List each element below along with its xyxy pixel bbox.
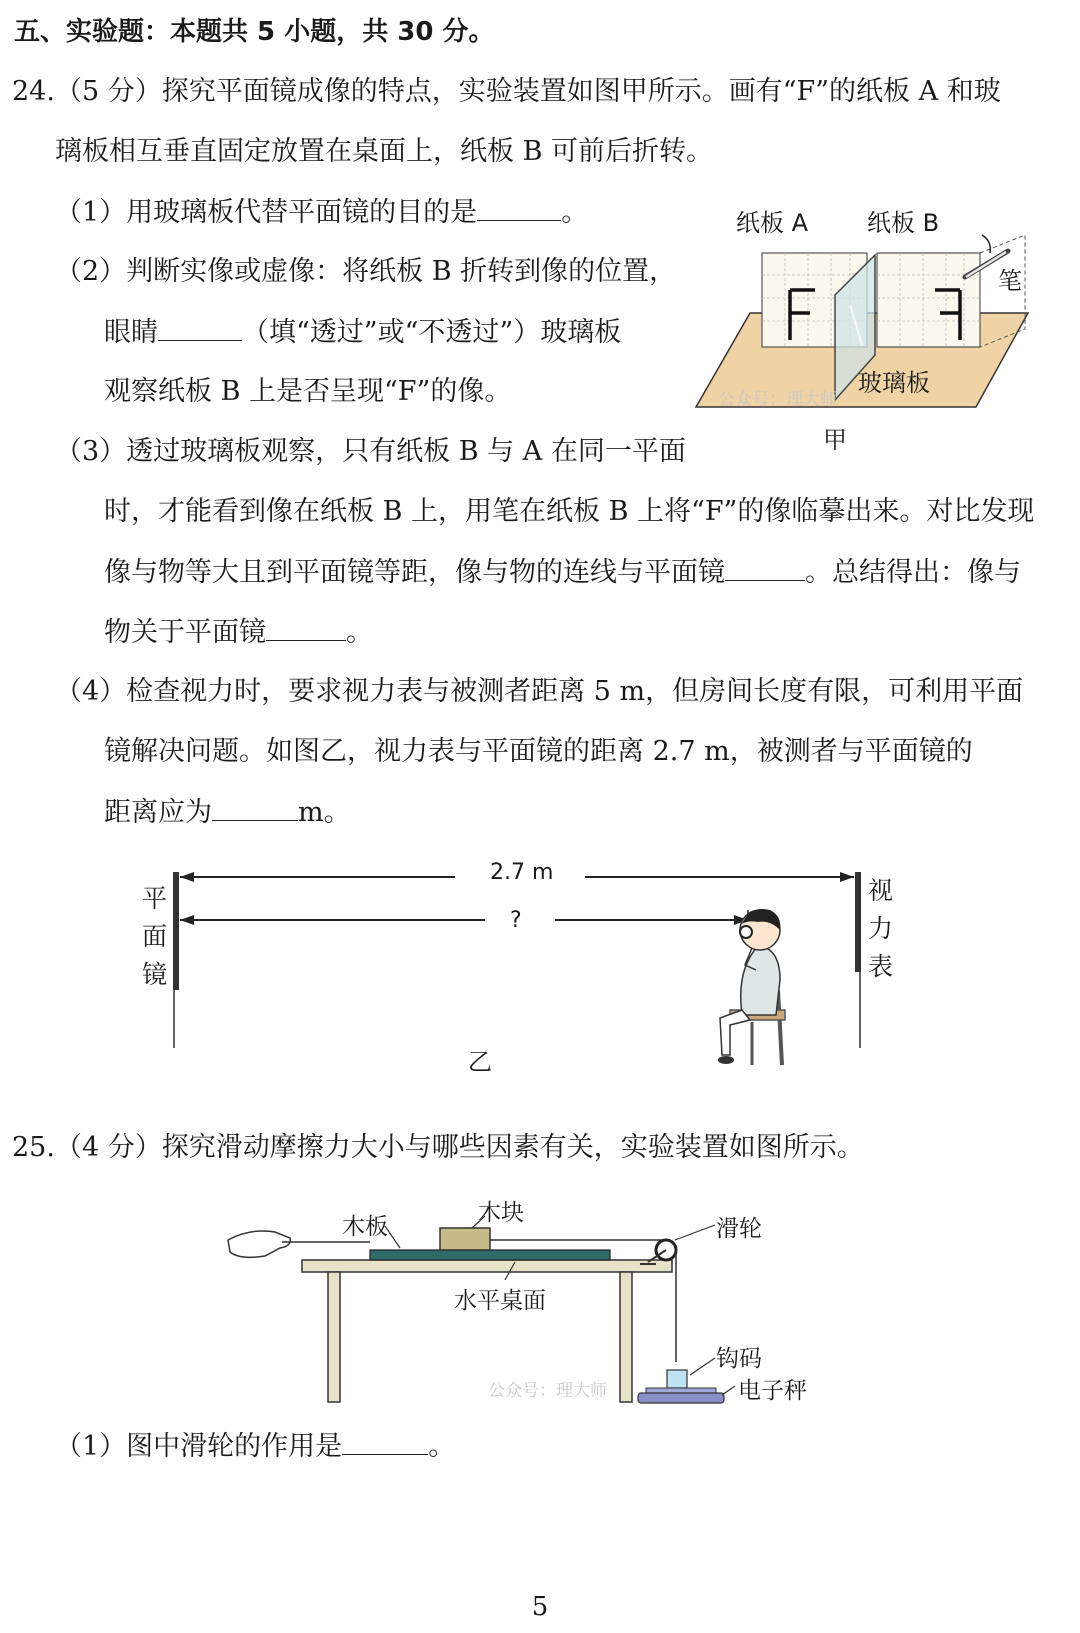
q25-part1-text: （1）图中滑轮的作用是 xyxy=(55,1431,343,1462)
section-title: 五、实验题：本题共 5 小题，共 30 分。 xyxy=(14,17,495,47)
answer-blank[interactable] xyxy=(342,1428,428,1455)
q24-part2-text: 眼睛 xyxy=(104,317,158,348)
q25-stem: 25.（4 分）探究滑动摩擦力大小与哪些因素有关，实验装置如图所示。 xyxy=(12,1132,864,1163)
q24-part2-line1: （2）判断实像或虚像：将纸板 B 折转到像的位置， xyxy=(55,256,677,287)
q24-part3-line2: 时，才能看到像在纸板 B 上，用笔在纸板 B 上将“F”的像临摹出来。对比发现 xyxy=(104,496,1035,527)
q24-part4-line1: （4）检查视力时，要求视力表与被测者距离 5 m，但房间长度有限，可利用平面 xyxy=(55,676,1024,707)
q24-part2-line2 xyxy=(104,314,621,351)
caption-yi: 乙 xyxy=(468,1048,492,1076)
board-b xyxy=(877,253,980,347)
label-pen: 笔 xyxy=(998,267,1022,295)
label-chart-char: 力 xyxy=(868,914,894,943)
label-board-a: 纸板 A xyxy=(736,209,809,237)
figure-jia xyxy=(690,195,1040,455)
q24-part3-line3 xyxy=(104,554,1021,591)
figure-friction xyxy=(220,1190,840,1410)
label-eye-chart xyxy=(868,872,898,986)
label-mirror xyxy=(142,880,172,994)
label-mirror-char: 平 xyxy=(142,884,168,913)
watermark: 公众号：理大师 xyxy=(718,390,837,410)
hook-weight xyxy=(667,1370,687,1388)
wood-board xyxy=(370,1250,610,1260)
q25-part1 xyxy=(55,1428,455,1465)
label-glass-plate: 玻璃板 xyxy=(858,369,930,397)
q24-part2-line3: 观察纸板 B 上是否呈现“F”的像。 xyxy=(104,376,512,407)
q24-part2-text-after: （填“透过”或“不透过”）玻璃板 xyxy=(242,317,622,348)
answer-blank[interactable] xyxy=(477,194,561,221)
wood-block xyxy=(440,1228,490,1250)
label-chart-char: 表 xyxy=(868,952,894,981)
label-mirror-char: 面 xyxy=(142,922,168,951)
q24-part3-line4 xyxy=(104,614,373,651)
answer-blank[interactable] xyxy=(725,554,805,581)
caption-jia: 甲 xyxy=(823,426,847,454)
label-pulley: 滑轮 xyxy=(716,1216,762,1242)
q24-part4-unit: m。 xyxy=(298,797,351,828)
label-mirror-char: 镜 xyxy=(142,960,168,989)
q24-stem-line2: 璃板相互垂直固定放置在桌面上，纸板 B 可前后折转。 xyxy=(55,136,714,167)
label-chart-char: 视 xyxy=(868,876,894,905)
q24-part4-line2: 镜解决问题。如图乙，视力表与平面镜的距离 2.7 m，被测者与平面镜的 xyxy=(104,736,973,767)
q24-part3-end: 。 xyxy=(346,617,373,648)
label-wood-board: 木板 xyxy=(342,1214,388,1240)
hand-icon xyxy=(228,1231,290,1257)
answer-blank[interactable] xyxy=(266,614,346,641)
q24-part1 xyxy=(55,194,588,231)
q24-part1-text: （1）用玻璃板代替平面镜的目的是 xyxy=(55,197,478,228)
q24-part3-text-after: 。总结得出：像与 xyxy=(805,557,1021,588)
q24-part1-end: 。 xyxy=(561,197,589,228)
label-distance-known: 2.7 m xyxy=(490,860,554,885)
figure-yi xyxy=(130,850,920,1080)
label-wood-block: 木块 xyxy=(478,1200,524,1226)
page-number: 5 xyxy=(531,1592,549,1622)
q24-part3-text: 像与物等大且到平面镜等距，像与物的连线与平面镜 xyxy=(104,557,725,588)
q25-part1-end: 。 xyxy=(428,1431,456,1462)
q24-part3-text2: 物关于平面镜 xyxy=(104,617,266,648)
label-table-top: 水平桌面 xyxy=(454,1288,546,1314)
label-hook-weight: 钩码 xyxy=(716,1346,762,1372)
q24-part4-text: 距离应为 xyxy=(104,797,212,828)
answer-blank[interactable] xyxy=(158,314,242,341)
electronic-scale xyxy=(638,1393,724,1403)
q24-stem-line1: 24.（5 分）探究平面镜成像的特点，实验装置如图甲所示。画有“F”的纸板 A 和玻 xyxy=(12,76,1001,107)
answer-blank[interactable] xyxy=(212,794,298,821)
label-board-b: 纸板 B xyxy=(867,209,940,237)
fold-arrow xyxy=(982,235,990,253)
watermark: 公众号：理大师 xyxy=(488,1381,607,1401)
table-top xyxy=(302,1260,672,1272)
q24-part3-line1: （3）透过玻璃板观察，只有纸板 B 与 A 在同一平面 xyxy=(55,436,686,467)
q24-part4-line3 xyxy=(104,794,351,831)
label-distance-unknown: ? xyxy=(510,908,522,933)
label-electronic-scale: 电子秤 xyxy=(738,1378,807,1404)
seated-person-illustration xyxy=(718,909,785,1065)
